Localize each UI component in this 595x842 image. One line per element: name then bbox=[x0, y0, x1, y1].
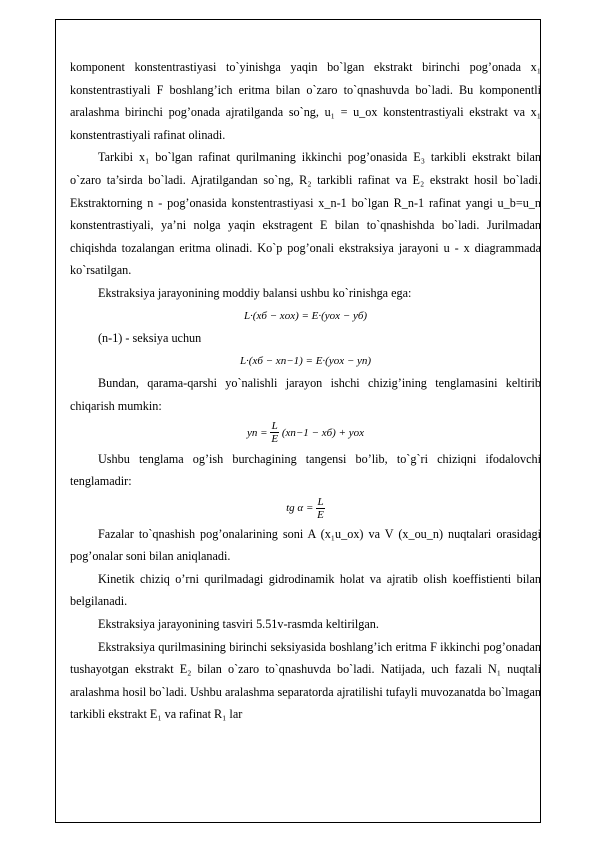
paragraph-3: Ekstraksiya jarayonining moddiy balansi ushbu ko`rinishga ega: bbox=[98, 285, 412, 300]
fraction-denominator: E bbox=[271, 433, 279, 446]
paragraph-10: Ekstraksiya qurilmasining birinchi seksiyasida boshlang’ich eritma F ikkinchi pog’onadan tushayotgan ekstrakt E₂ bilan o`zaro to`qnashuvda bo`ladi. Natijada, uch fazali N₁ nuqtali aralashma hosil bo`ladi. Ushbu aralashma separatorda ajratilishi tufayli muvozanatda bo`lmagan tarkibli ekstrakt E₁ va rafinat R₁ lar bbox=[70, 639, 541, 722]
paragraph-1: komponent konstentrastiyasi to`yinishga yaqin bo`lgan ekstrakt birinchi pog’onada x₁ konstentrastiyali F boshlang’ich eritma bilan o`zaro to`qnashuvda bo`ladi. Bu komponentli aralashma birinchi pog’onada ajratilganda so`ng, u₁ = u_ox konstentrastiyali ekstrakt va x₁ konstentrastiyali rafinat olinadi. bbox=[70, 60, 541, 142]
formula-tangent-fraction bbox=[316, 496, 325, 521]
fraction-numerator: L bbox=[317, 495, 324, 508]
formula-working-line bbox=[70, 418, 541, 448]
formula-working-line-rhs: (xn−1 − xб) + yox bbox=[281, 426, 364, 439]
fraction-numerator: L bbox=[271, 420, 278, 433]
paragraph-section-label: (n-1) - seksiya uchun bbox=[98, 331, 202, 346]
paragraph-2: Tarkibi x₁ bo`lgan rafinat qurilmaning ikkinchi pog’onasida E₃ tarkibli ekstrakt bilan o`zaro ta’sirda bo`ladi. Ajratilgandan so`ng, R₂ tarkibli rafinat va E₂ ekstrakt hosil bo`ladi. Ekstraktorning n - pog’onasida konstentrastiyasi x_n-1 bo`lgan R_n-1 rafinat yangi u_b=u_n konstentrastiyali, ya’ni nolga yaqin ekstragent E bilan to`qnashishda bo`ladi. Jurilmadan chiqishda tozalangan eritma olinadi. Ko`p pog’onali ekstraksiya jarayoni u - x diagrammada ko`rsatilgan. bbox=[70, 150, 541, 278]
paragraph-6: Ushbu tenglama og’ish burchagining tangensi bo’lib, to`g`ri chiziqni ifodalovchi tenglamadir: bbox=[70, 451, 541, 489]
paragraph-9: Ekstraksiya jarayonining tasviri 5.51v-rasmda keltirilgan. bbox=[98, 617, 379, 632]
document-body bbox=[70, 56, 541, 726]
formula-working-line-lhs: yn = bbox=[247, 426, 268, 439]
formula-section-balance: L·(xб − xn−1) = E·(yox − yn) bbox=[239, 354, 372, 367]
formula-tangent bbox=[70, 493, 541, 523]
formula-working-line-fraction bbox=[270, 420, 279, 445]
paragraph-5: Bundan, qarama-qarshi yo`nalishli jarayon ishchi chizig’ining tenglamasini keltirib chiqarish mumkin: bbox=[70, 376, 541, 413]
formula-tangent-lhs: tg α = bbox=[286, 501, 314, 514]
paragraph-7: Fazalar to`qnashish pog’onalarining soni A (x₁u_ox) va V (x_ou_n) nuqtalari orasidagi pog’onalar soni bilan aniqlanadi. bbox=[70, 526, 541, 564]
paragraph-8: Kinetik chiziq o’rni qurilmadagi gidrodinamik holat va ajratib olish koeffistienti bilan belgilanadi. bbox=[70, 571, 541, 609]
formula-material-balance: L·(xб − xox) = E·(yox − yб) bbox=[243, 309, 368, 322]
fraction-denominator: E bbox=[317, 508, 324, 521]
